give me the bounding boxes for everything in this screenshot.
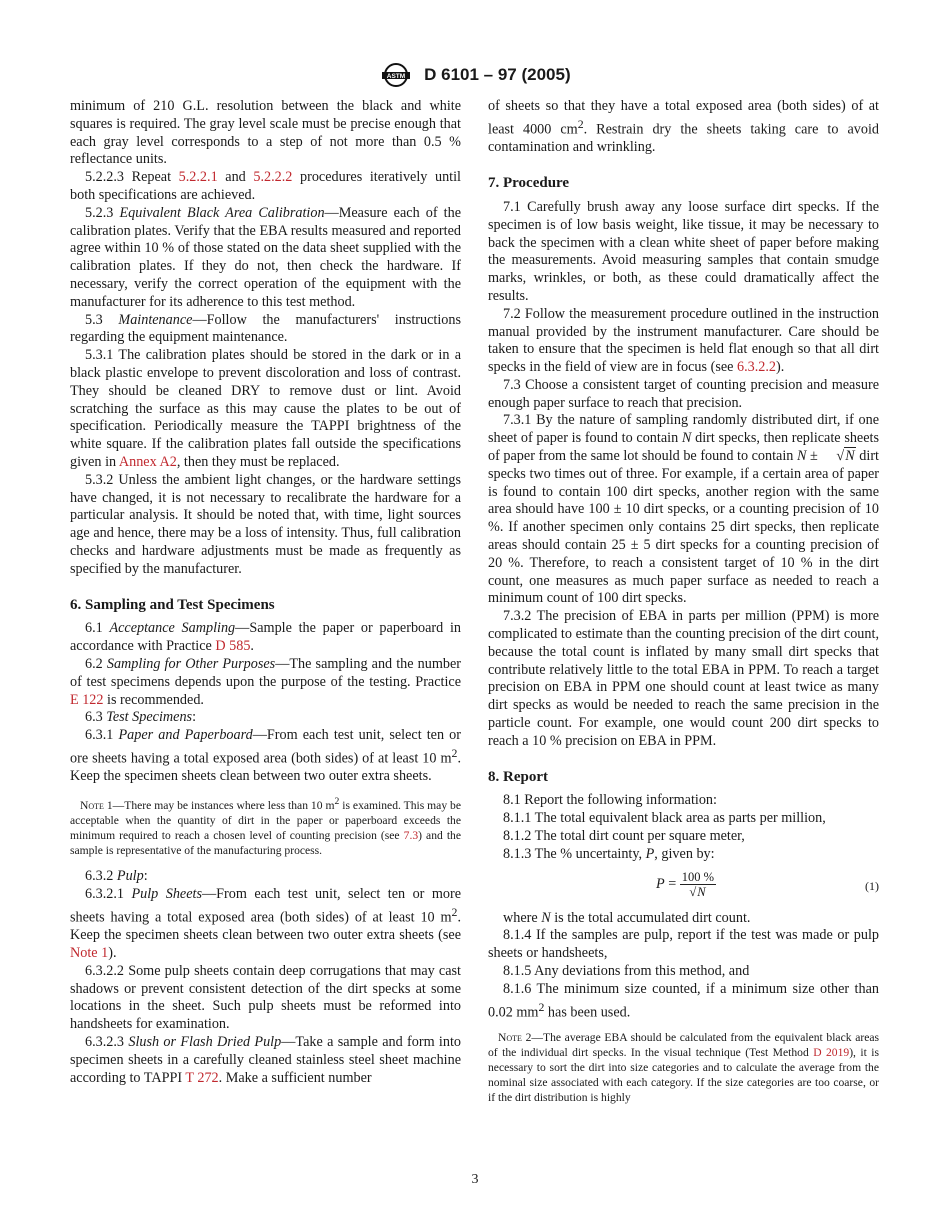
note-1: Note 1—There may be instances where less than 10 $m^2$ is examined. This may be acceptable when the quantity of dirt in the paper or paperboard exceeds the minimum required to reach a chosen level of counting precision (see 7.3) and the sample is representative of the manufacturing process. [70,796,462,858]
note-2: Note 2—The average EBA should be calculated from the equivalent black areas of the individual dirt specks. In the visual technique (Test Method D 2019), it is necessary to sort the dirt into size categories and to calculate the average from the nominal size associated with each category. If the size categories are too coarse, or if the dirt distribution is highly [488,1031,879,1105]
equation-number: (1) [865,878,879,893]
paragraph-8-1-1: 8.1.1 The total equivalent black area as parts per million, [503,810,826,827]
paragraph-8-1-6: 8.1.6 The minimum size counted, if a minimum size other than 0.02 $mm^2$ has been used. [488,980,879,1021]
document-designation: D 6101 – 97 (2005) [424,65,571,84]
paragraph-5-3-1: 5.3.1 The calibration plates should be stored in the dark or in a black plastic envelope to prevent discoloration and loss of contrast. They should be cleaned DRY to remove dust or lint. Avoid scratching the surface as this may cause the plates to be out of specification. Periodically measure the TAPPI brightness of the white square. If the calibration plates fall outside the specifications given in Annex A2, then they must be replaced. [70,347,461,470]
paragraph-5-2-2-3: 5.2.2.3 Repeat 5.2.2.1 and 5.2.2.2 procedures iteratively until both specifications are achieved. [70,169,461,203]
section-link-7-3[interactable]: 7.3 [403,829,419,843]
paragraph-6-3-2: 6.3.2 Pulp: [85,868,148,885]
section-heading-6: 6. Sampling and Test Specimens [70,596,275,613]
paragraph-8-1-4: 8.1.4 If the samples are pulp, report if the test was made or pulp sheets or handsheets, [488,927,879,962]
svg-text:ASTM: ASTM [387,73,406,81]
astm-logo-icon [379,62,413,88]
paragraph-6-3: 6.3 Test Specimens: [85,709,197,726]
right-column [488,98,879,1115]
paragraph-8-1: 8.1 Report the following information: [503,792,717,809]
paragraph-7-2: 7.2 Follow the measurement procedure outlined in the instruction manual provided by the instrument manufacturer. Care should be taken to ensure that the specimen is held flat enough so that all dirt specks in the field of view are in focus (see 6.3.2.2). [488,305,879,376]
page-header [0,62,950,88]
paragraph-5-3-2: 5.3.2 Unless the ambient light changes, or the hardware settings have changed, it is not necessary to recalibrate the hardware for a particular analysis. It should be noted that, with time, light sources age and hence, there may be a loss of intensity. Thus, full calibration checks and hardware adjustments must be made as frequently as specified by the manufacturer. [70,471,461,577]
paragraph-8-1-3: 8.1.3 The % uncertainty, P, given by: [503,845,715,862]
page-number: 3 [471,1172,479,1187]
paragraph: minimum of 210 G.L. resolution between the black and white squares is required. The gray level scale must be precise enough that each gray level corresponds to a step of not more than 0.5 % reflectance units. [70,98,461,168]
paragraph-6-3-2-2: 6.3.2.2 Some pulp sheets contain deep corrugations that may cast shadows or prevent consistent detection of the dirt specks at some locations in the sheet. Such pulp sheets must be reformed into handsheets for examination. [70,962,461,1033]
reference-link-d2019[interactable]: D 2019 [813,1046,850,1060]
paragraph-6-1: 6.1 Acceptance Sampling—Sample the paper or paperboard in accordance with Practice D 585. [70,620,461,655]
section-link-5-2-2-2[interactable]: 5.2.2.2 [253,169,293,186]
paragraph-5-2-3: 5.2.3 Equivalent Black Area Calibration—Measure each of the calibration plates. Verify that the EBA results measured and reported agree within 10 % of those stated on the data sheet supplied with the calibration plates. If they do not, then check the hardware. If necessary, verify the correct operation of the equipment with the manufacturer for its adherence to this test method. [70,204,462,310]
paragraph-5-3: 5.3 Maintenance—Follow the manufacturers' instructions regarding the equipment maintenance. [70,311,461,346]
reference-link-t272[interactable]: T 272 [185,1069,219,1086]
paragraph-6-3-2-1: 6.3.2.1 Pulp Sheets—From each test unit, select ten or more sheets having a total exposed area (both sides) of at least 10 $m^2$. Keep the specimen sheets clean between two outer extra sheets (see Note 1). [70,885,462,961]
section-heading-7: 7. Procedure [488,175,570,192]
paragraph-continued: of sheets so that they have a total exposed area (both sides) of at least 4000 $cm^2$. Restrain dry the sheets taking care to avoid contamination and wrinkling. [488,98,879,156]
equation-1: P = $\frac{100 \%}{√N}$ (1) [656,869,879,899]
paragraph-8-1-5: 8.1.5 Any deviations from this method, and [503,963,750,979]
section-link-6-3-2-2[interactable]: 6.3.2.2 [736,359,776,376]
equation-fraction: $\frac{100 \%}{√N}$ [681,869,715,899]
section-heading-8: 8. Report [488,768,548,785]
left-column [70,98,461,1087]
paragraph-7-3-1: 7.3.1 By the nature of sampling randomly distributed dirt, if one sheet of paper is found to contain N dirt specks, then replicate sheets of paper from the same lot should be found to contain N ± √N dirt specks two times out of three. For example, if a certain area of paper is found to contain 100 dirt specks, another region with the same area should have 100 ± 10 dirt specks, or a counting precision of 10 %. If another specimen only contains 25 dirt specks, then replicate areas should contain 25 ± 5 dirt specks for a counting precision of 20 %. Therefore, to reach a consistent target of 10 % in the dirt count, one measures as much paper surface as needed to reach a minimum count of 100 dirt specks. [488,412,879,607]
paragraph-7-3-2: 7.3.2 The precision of EBA in parts per million (PPM) is more complicated to estimate than the counting precision of the dirt count, because the total count is inflated by many small dirt specks that contribute relatively little to the total EBA in PPM. To reach a target precision on EBA in PPM one should count at least twice as many dirt specks as would be needed to reach the same precision in the particle count. For example, one would count 200 dirt specks to reach a 10 % precision on EBA in PPM. [488,608,879,749]
reference-link-d585[interactable]: D 585 [215,638,251,655]
note-link-1[interactable]: Note 1 [70,945,109,961]
paragraph-6-3-1: 6.3.1 Paper and Paperboard—From each test unit, select ten or ore sheets having a total exposed area (both sides) of at least 10 $m^2$. Keep the specimen sheets clean between two outer extra sheets. [70,727,461,785]
paragraph-8-1-2: 8.1.2 The total dirt count per square meter, [503,828,745,845]
paragraph-6-2: 6.2 Sampling for Other Purposes—The sampling and the number of test specimens depends upon the purpose of the testing. Practice E 122 is recommended. [70,655,462,708]
sqrt-symbol: √N [836,448,855,465]
annex-link[interactable]: Annex A2 [118,453,177,470]
reference-link-e122[interactable]: E 122 [70,691,104,708]
paragraph-6-3-2-3: 6.3.2.3 Slush or Flash Dried Pulp—Take a sample and form into specimen sheets in a carefully cleaned stainless steel sheet machine according to TAPPI T 272. Make a sufficient number [70,1033,462,1086]
paragraph-7-1: 7.1 Carefully brush away any loose surface dirt specks. If the specimen is of low basis weight, like tissue, it may be necessary to back the specimen with a clean white sheet of paper before making the measurements. Avoid measuring samples that contain smudge marks, wrinkles, or both, as these could dramatically affect the results. [488,198,879,304]
section-link-5-2-2-1[interactable]: 5.2.2.1 [178,169,218,186]
paragraph-where: where N is the total accumulated dirt count. [503,909,751,926]
paragraph-7-3: 7.3 Choose a consistent target of counting precision and measure enough paper surface to reach that precision. [488,376,879,411]
